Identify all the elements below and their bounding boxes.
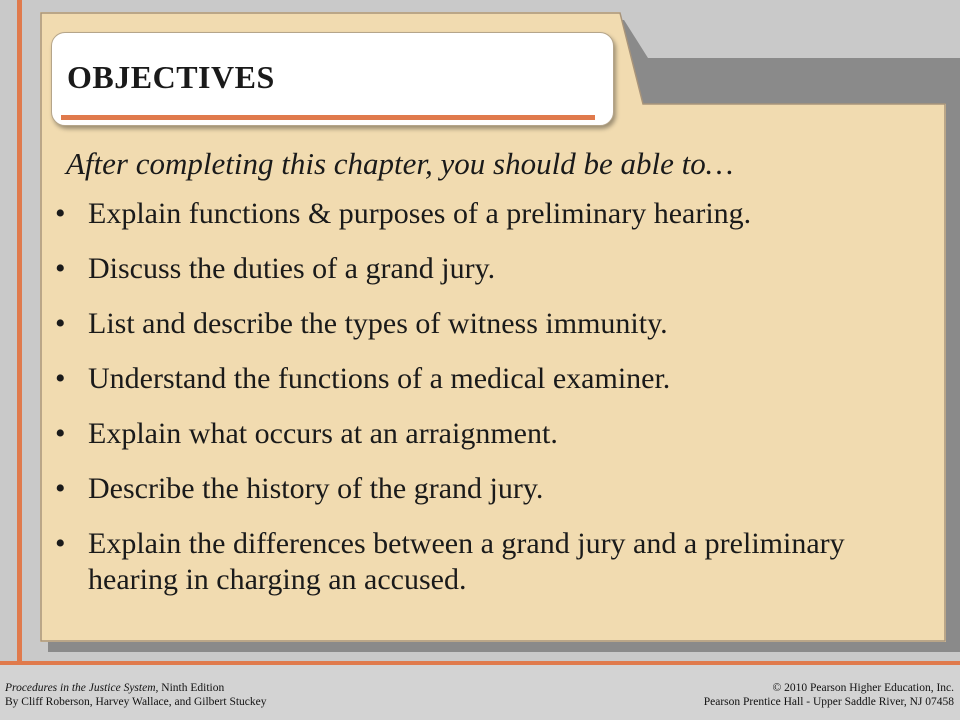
- objective-item: [55, 306, 925, 342]
- bullet-dot: •: [55, 197, 66, 230]
- bullet-dot: •: [55, 527, 66, 560]
- objective-text: List and describe the types of witness immunity.: [88, 307, 668, 340]
- bullet-dot: •: [55, 362, 66, 395]
- footer-authors: By Cliff Roberson, Harvey Wallace, and Gilbert Stuckey: [5, 696, 267, 708]
- objective-item: [55, 361, 925, 397]
- objective-item: [55, 416, 925, 452]
- objectives-list: [55, 196, 925, 617]
- objective-text: Explain the differences between a grand jury and a preliminary hearing in charging an accused.: [88, 527, 845, 596]
- objective-item: [55, 471, 925, 507]
- footer-book-info: [5, 681, 267, 709]
- objective-item: [55, 196, 925, 232]
- intro-text: After completing this chapter, you should be able to…: [66, 146, 734, 181]
- bullet-dot: •: [55, 307, 66, 340]
- title-card: [51, 32, 614, 126]
- bullet-dot: •: [55, 417, 66, 450]
- bullet-dot: •: [55, 472, 66, 505]
- accent-stripe-vertical: [17, 0, 22, 720]
- footer-book-title: Procedures in the Justice System,: [5, 682, 159, 694]
- objective-text: Understand the functions of a medical examiner.: [88, 362, 671, 395]
- objective-item: [55, 526, 925, 598]
- footer-publisher-info: [704, 681, 954, 709]
- objective-text: Explain what occurs at an arraignment.: [88, 417, 558, 450]
- title-underline: [61, 115, 595, 120]
- footer-edition: Ninth Edition: [158, 682, 225, 694]
- footer-title-line: [5, 681, 267, 695]
- objective-item: [55, 251, 925, 287]
- footer-publisher: Pearson Prentice Hall - Upper Saddle River, NJ 07458: [703, 696, 954, 708]
- objective-text: Explain functions & purposes of a preliminary hearing.: [88, 197, 752, 230]
- bullet-dot: •: [55, 252, 66, 285]
- slide-title: OBJECTIVES: [67, 59, 275, 95]
- footer-copyright: © 2010 Pearson Higher Education, Inc.: [772, 682, 954, 694]
- objective-text: Describe the history of the grand jury.: [88, 472, 544, 505]
- objective-text: Discuss the duties of a grand jury.: [88, 252, 496, 285]
